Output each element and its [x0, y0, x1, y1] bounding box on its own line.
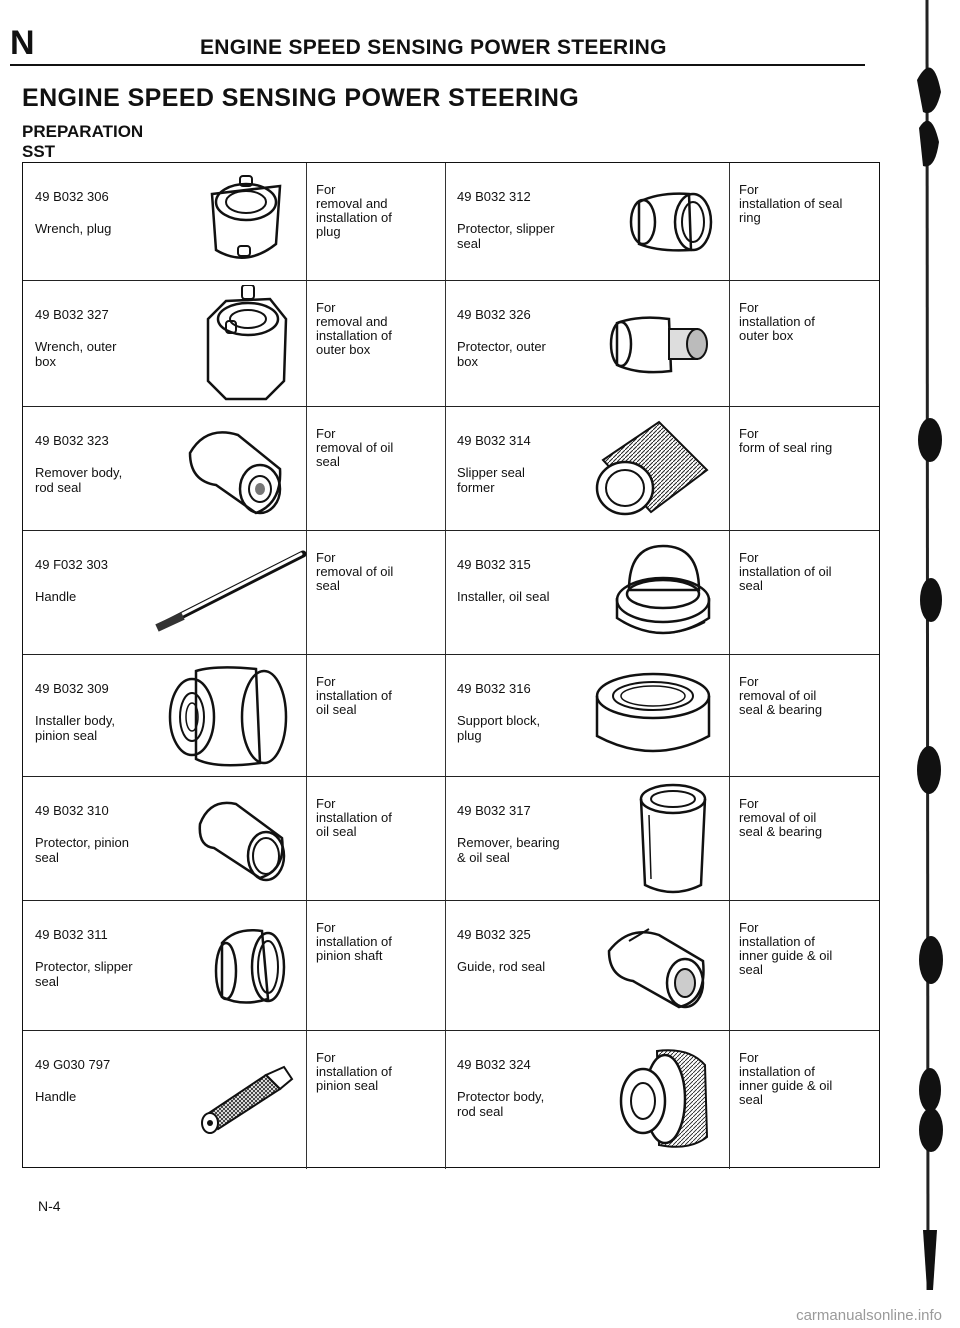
tool-name: Protector, slipper seal: [457, 221, 555, 251]
column-divider: [445, 163, 446, 280]
table-row: [23, 407, 879, 531]
column-divider: [445, 407, 446, 530]
tool-part-number: 49 B032 309: [35, 681, 109, 696]
tool-name: Guide, rod seal: [457, 959, 546, 974]
watermark-text: carmanualsonline.info: [796, 1307, 942, 1324]
column-divider: [445, 901, 446, 1030]
tool-name: Remover body, rod seal: [35, 465, 123, 495]
tool-part-number: 49 F032 303: [35, 557, 109, 572]
plug-wrench-icon: [196, 172, 296, 277]
column-divider: [445, 655, 446, 776]
tool-part-number: 49 B032 311: [35, 927, 108, 942]
subsection-heading: SST: [22, 142, 56, 161]
column-divider: [445, 777, 446, 900]
section-letter: N: [10, 24, 35, 62]
tool-usage: For removal of oil seal & bearing: [739, 796, 823, 839]
tube-protector-icon: [186, 794, 296, 889]
tool-part-number: 49 B032 314: [457, 433, 531, 448]
page-number: N-4: [38, 1198, 61, 1214]
tool-part-number: 49 B032 310: [35, 803, 109, 818]
table-row: [23, 163, 879, 281]
column-divider: [306, 1031, 307, 1169]
cylinder-protector-icon: [619, 182, 719, 267]
column-divider: [729, 281, 730, 406]
tool-name: Protector, outer box: [457, 339, 546, 369]
column-divider: [306, 901, 307, 1030]
page-title: ENGINE SPEED SENSING POWER STEERING: [22, 84, 580, 112]
column-divider: [729, 777, 730, 900]
tool-usage: For installation of pinion seal: [316, 1050, 392, 1093]
tool-part-number: 49 B032 306: [35, 189, 109, 204]
column-divider: [729, 163, 730, 280]
column-divider: [445, 281, 446, 406]
tool-usage: For removal and installation of plug: [316, 182, 392, 239]
tool-name: Protector, pinion seal: [35, 835, 129, 865]
upright-cylinder-icon: [629, 781, 719, 906]
column-divider: [306, 281, 307, 406]
tool-name: Handle: [35, 1089, 77, 1104]
table-row: [23, 655, 879, 777]
tool-name: Handle: [35, 589, 77, 604]
table-row: [23, 1031, 879, 1169]
column-divider: [306, 163, 307, 280]
tool-name: Protector, slipper seal: [35, 959, 133, 989]
support-block-icon: [589, 666, 719, 771]
tool-name: Installer, oil seal: [457, 589, 550, 604]
tool-part-number: 49 B032 315: [457, 557, 531, 572]
table-row: [23, 777, 879, 901]
tool-usage: For installation of inner guide & oil seal: [739, 1050, 833, 1107]
column-divider: [306, 655, 307, 776]
column-divider: [445, 1031, 446, 1169]
short-protector-icon: [206, 921, 296, 1016]
tool-usage: For installation of inner guide & oil seal: [739, 920, 833, 977]
handle-rod-icon: [153, 548, 313, 643]
column-divider: [729, 1031, 730, 1169]
tool-part-number: 49 B032 325: [457, 927, 531, 942]
tool-part-number: 49 B032 324: [457, 1057, 531, 1072]
tool-name: Wrench, outer box: [35, 339, 117, 369]
tool-usage: For removal of oil seal & bearing: [739, 674, 823, 717]
tool-name: Remover, bearing & oil seal: [457, 835, 560, 865]
column-divider: [729, 901, 730, 1030]
section-heading: PREPARATION: [22, 122, 144, 141]
outer-box-wrench-icon: [196, 285, 296, 410]
tool-name: Slipper seal former: [457, 465, 525, 495]
knurled-handle-icon: [196, 1065, 296, 1140]
sst-table: [22, 162, 880, 1168]
knurled-former-icon: [589, 414, 719, 529]
stepped-protector-icon: [599, 309, 719, 384]
header-rule: [10, 64, 865, 66]
tool-part-number: 49 B032 312: [457, 189, 531, 204]
tool-part-number: 49 B032 317: [457, 803, 531, 818]
column-divider: [306, 777, 307, 900]
column-divider: [729, 407, 730, 530]
tool-name: Installer body, pinion seal: [35, 713, 115, 743]
tool-part-number: 49 B032 327: [35, 307, 109, 322]
table-row: [23, 281, 879, 407]
column-divider: [445, 531, 446, 654]
tool-part-number: 49 B032 326: [457, 307, 531, 322]
running-header: ENGINE SPEED SENSING POWER STEERING: [200, 36, 667, 59]
installer-body-icon: [156, 661, 296, 776]
table-row: [23, 901, 879, 1031]
rod-guide-icon: [599, 921, 719, 1016]
tool-usage: For installation of outer box: [739, 300, 815, 343]
tool-usage: For removal of oil seal: [316, 426, 394, 469]
tool-usage: For installation of oil seal: [739, 550, 832, 593]
tool-part-number: 49 B032 316: [457, 681, 531, 696]
tool-usage: For removal of oil seal: [316, 550, 394, 593]
dome-installer-icon: [609, 538, 719, 653]
column-divider: [306, 407, 307, 530]
column-divider: [729, 531, 730, 654]
table-row: [23, 531, 879, 655]
tool-usage: For form of seal ring: [739, 426, 833, 455]
tool-part-number: 49 G030 797: [35, 1057, 111, 1072]
tool-name: Support block, plug: [457, 713, 541, 743]
tool-usage: For installation of oil seal: [316, 674, 392, 717]
tool-name: Wrench, plug: [35, 221, 112, 236]
binding-edge-marks: [895, 0, 955, 1290]
tool-name: Protector body, rod seal: [457, 1089, 545, 1119]
protector-body-icon: [609, 1045, 719, 1160]
tool-part-number: 49 B032 323: [35, 433, 109, 448]
tool-usage: For installation of seal ring: [739, 182, 843, 225]
column-divider: [729, 655, 730, 776]
tool-usage: For installation of pinion shaft: [316, 920, 392, 963]
tool-usage: For installation of oil seal: [316, 796, 392, 839]
remover-body-icon: [176, 419, 296, 524]
tool-usage: For removal and installation of outer box: [316, 300, 392, 357]
